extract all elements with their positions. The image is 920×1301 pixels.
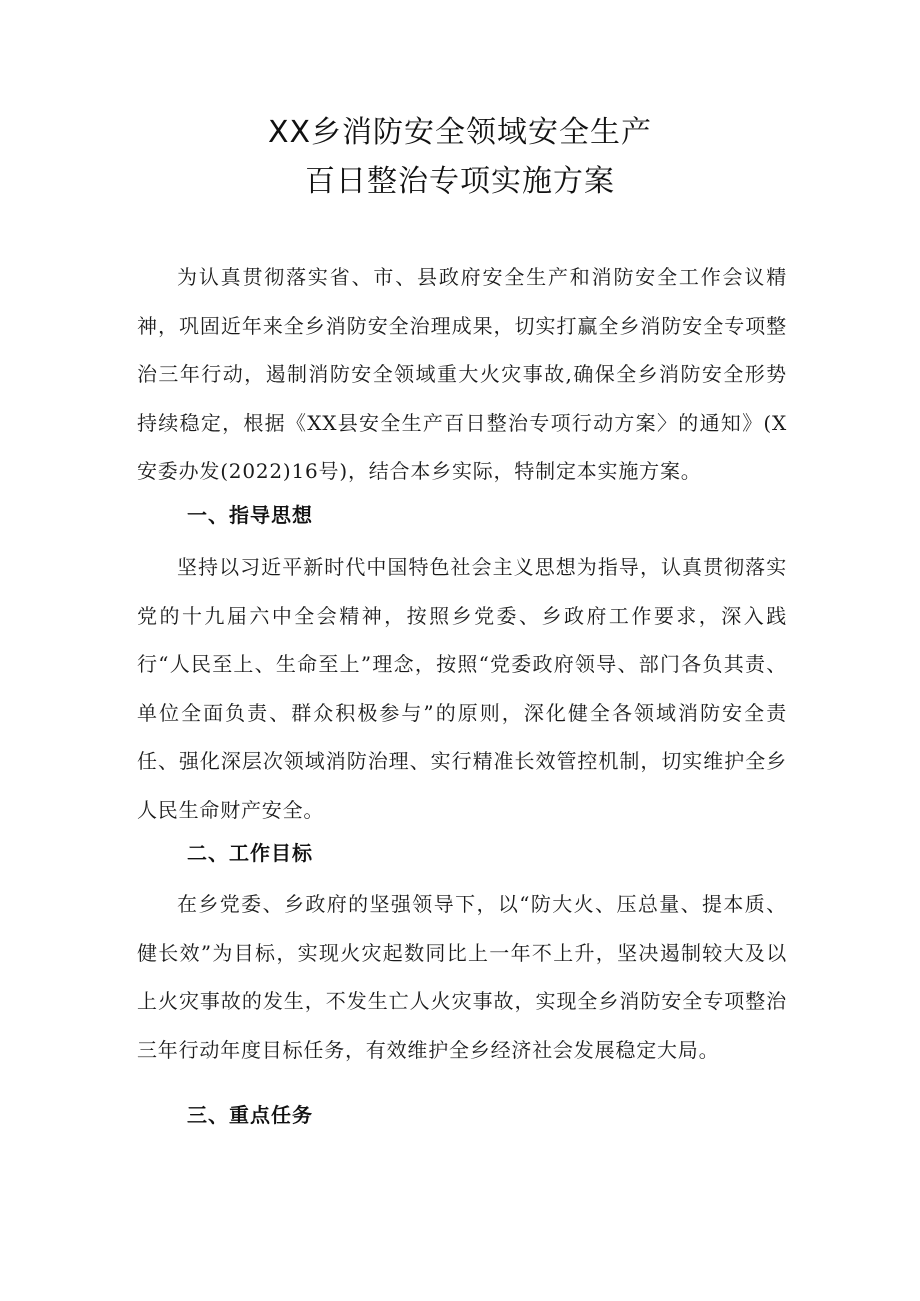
intro-paragraph: 为认真贯彻落实省、市、县政府安全生产和消防安全工作会议精神，巩固近年来全乡消防安全治理成果，切实打赢全乡消防安全专项整治三年行动，遏制消防安全领域重大火灾事故,确保全乡消防安全形势持续稳定，根据《XX县安全生产百日整治专项行动方案〉的通知》(X安委办发(2022)16号)，结合本乡实际，特制定本实施方案。	[137, 265, 787, 483]
section-heading-guiding-ideology: 一、指导思想	[187, 503, 313, 527]
document-title-line1: XX乡消防安全领域安全生产	[267, 115, 653, 150]
guiding-ideology-paragraph: 坚持以习近平新时代中国特色社会主义思想为指导，认真贯彻落实党的十九届六中全会精神，按照乡党委、乡政府工作要求，深入践行“人民至上、生命至上”理念，按照“党委政府领导、部门各负其责、单位全面负责、群众积极参与”的原则，深化健全各领域消防安全责任、强化深层次领域消防治理、实行精准长效管控机制，切实维护全乡人民生命财产安全。	[137, 555, 787, 822]
document-title-line2: 百日整治专项实施方案	[305, 164, 615, 199]
section-heading-work-goals: 二、工作目标	[187, 841, 313, 865]
work-goals-paragraph: 在乡党委、乡政府的坚强领导下，以“防大火、压总量、提本质、健长效”为目标，实现火灾起数同比上一年不上升，坚决遏制较大及以上火灾事故的发生，不发生亡人火灾事故，实现全乡消防安全专项整治三年行动年度目标任务，有效维护全乡经济社会发展稳定大局。	[137, 892, 787, 1062]
section-heading-key-tasks: 三、重点任务	[187, 1103, 313, 1127]
